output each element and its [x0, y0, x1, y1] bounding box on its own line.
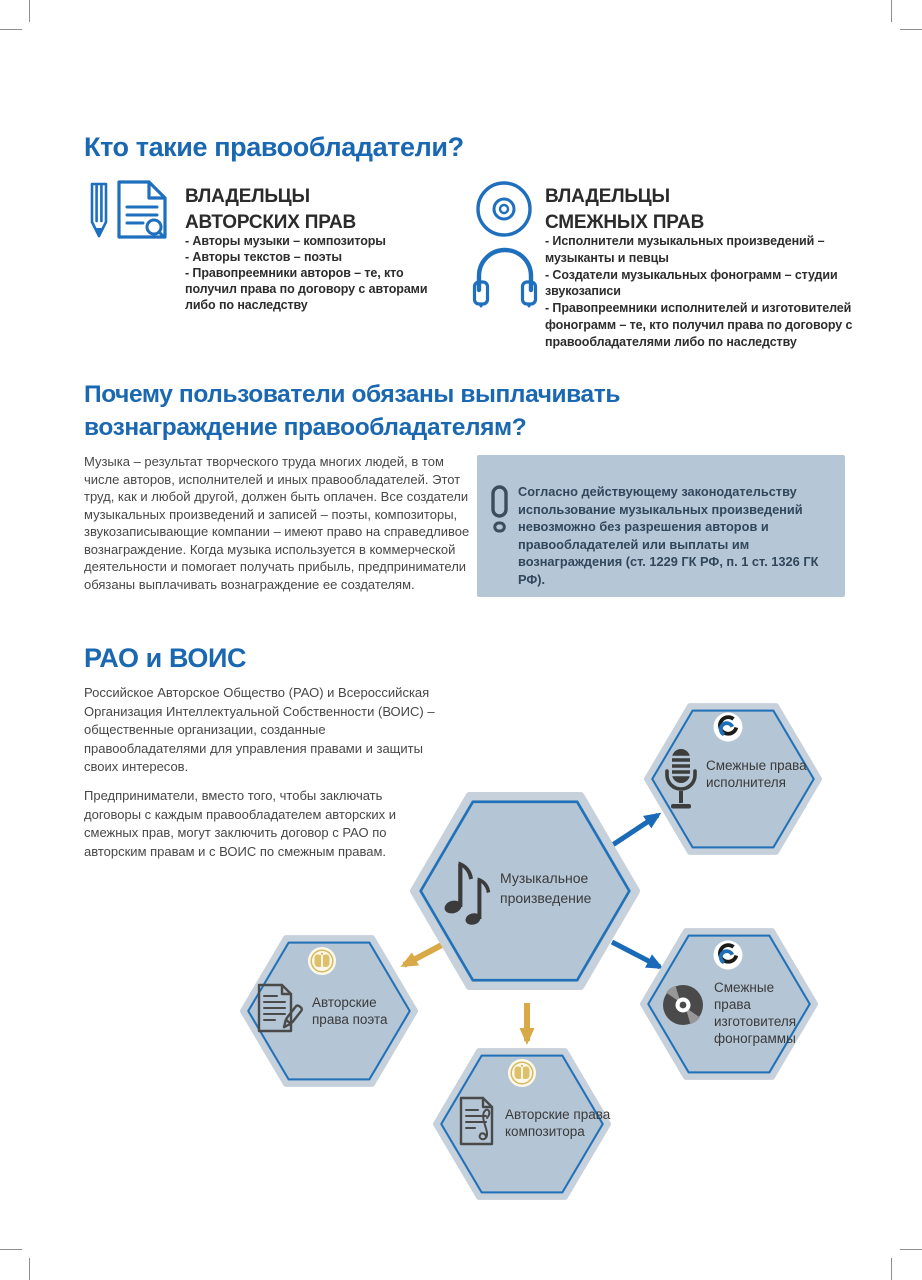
hex-label: Авторские права поэта	[312, 995, 388, 1027]
hex-composer-rights	[433, 1045, 611, 1203]
section1-title: Кто такие правообладатели?	[84, 132, 464, 162]
rao-logo	[507, 1058, 537, 1088]
author-rights-heading-line1: ВЛАДЕЛЬЦЫ	[185, 186, 310, 207]
hex-phonogram-rights	[640, 925, 818, 1083]
list-item: - Создатели музыкальных фонограмм – студии звукозаписи	[545, 267, 838, 299]
document-pen-icon	[257, 983, 303, 1033]
crop-mark	[891, 0, 892, 22]
list-item: - Правопреемники исполнителей и изготовителей фонограмм – те, кто получил права по договору с правообладателями либо по наследству	[545, 301, 853, 349]
document-clef-icon	[459, 1096, 501, 1146]
document-icon	[116, 179, 168, 241]
author-rights-list	[185, 233, 457, 313]
headphones-icon	[472, 244, 538, 308]
section2-paragraph: Музыка – результат творческого труда многих людей, в том числе авторов, исполнителей и иных правообладателей. Этот труд, как и любой другой, должен быть оплачен. Все создатели музыкальных произведений и записей – поэты, композиторы, звукозаписывающие компании – имеют право на справедливое вознаграждение. Когда музыка используется в коммерческой деятельности и помогает получать прибыль, предприниматели обязаны выплачивать вознаграждение ее создателям.	[84, 454, 470, 592]
hex-label: Музыкальное произведение	[500, 870, 592, 906]
rights-diagram	[230, 690, 922, 1262]
cd-icon	[475, 180, 533, 238]
list-item: - Авторы музыки – композиторы	[185, 234, 386, 248]
list-item: - Авторы текстов – поэты	[185, 250, 343, 264]
hex-label: Смежные права исполнителя	[706, 758, 807, 790]
vois-logo	[713, 940, 743, 970]
hex-label: Смежные права изготовителя фонограммы	[714, 980, 797, 1046]
hex-poet-rights	[240, 932, 418, 1090]
section2-title	[84, 378, 620, 444]
section3-paragraph1: Российское Авторское Общество (РАО) и Всероссийская Организация Интеллектуальной Собственности (ВОИС) – общественные организации, созданные правообладателями для управления правами и защиты своих интересов.	[84, 685, 435, 774]
law-callout	[477, 455, 845, 597]
vois-logo	[713, 712, 743, 742]
crop-mark	[29, 1258, 30, 1280]
related-rights-heading	[545, 184, 704, 236]
related-rights-heading-line1: ВЛАДЕЛЬЦЫ	[545, 186, 670, 207]
section2-title-line2: вознаграждение правообладателям?	[84, 414, 527, 441]
microphone-icon	[661, 747, 701, 811]
list-item: - Правопреемники авторов – те, кто получил права по договору с авторами либо по наследству	[185, 266, 428, 312]
crop-mark	[29, 0, 30, 22]
author-rights-heading-line2: АВТОРСКИХ ПРАВ	[185, 212, 357, 233]
section2-title-line1: Почему пользователи обязаны выплачивать	[84, 381, 621, 408]
hex-musical-work	[410, 788, 640, 994]
hex-performer-rights	[644, 700, 822, 858]
related-rights-icons	[472, 180, 538, 310]
vinyl-disc-icon	[661, 983, 705, 1027]
related-rights-heading-line2: СМЕЖНЫХ ПРАВ	[545, 212, 705, 233]
section3-paragraph2: Предприниматели, вместо того, чтобы заключать договоры с каждым правообладателем авторских и смежных прав, могут заключить договор с РАО по авторским правам и с ВОИС по смежным правам.	[84, 788, 397, 859]
crop-mark	[900, 29, 922, 30]
pencil-icon	[86, 181, 112, 243]
crop-mark	[0, 29, 22, 30]
crop-mark	[0, 1249, 22, 1250]
list-item: - Исполнители музыкальных произведений – музыканты и певцы	[545, 234, 825, 265]
author-rights-heading	[185, 184, 356, 236]
exclamation-icon	[490, 485, 510, 533]
rao-logo	[307, 946, 337, 976]
section3-title: РАО и ВОИС	[84, 643, 247, 673]
law-callout-text: Согласно действующему законодательству использование музыкальных произведений невозможно без разрешения авторов и правообладателей или выплаты им вознаграждения (ст. 1229 ГК РФ, п. 1 ст. 1326 ГК РФ).	[518, 484, 819, 587]
author-rights-icons	[86, 179, 170, 243]
related-rights-list	[545, 233, 855, 351]
music-notes-icon	[442, 852, 494, 926]
hex-label: Авторские права композитора	[505, 1107, 611, 1139]
